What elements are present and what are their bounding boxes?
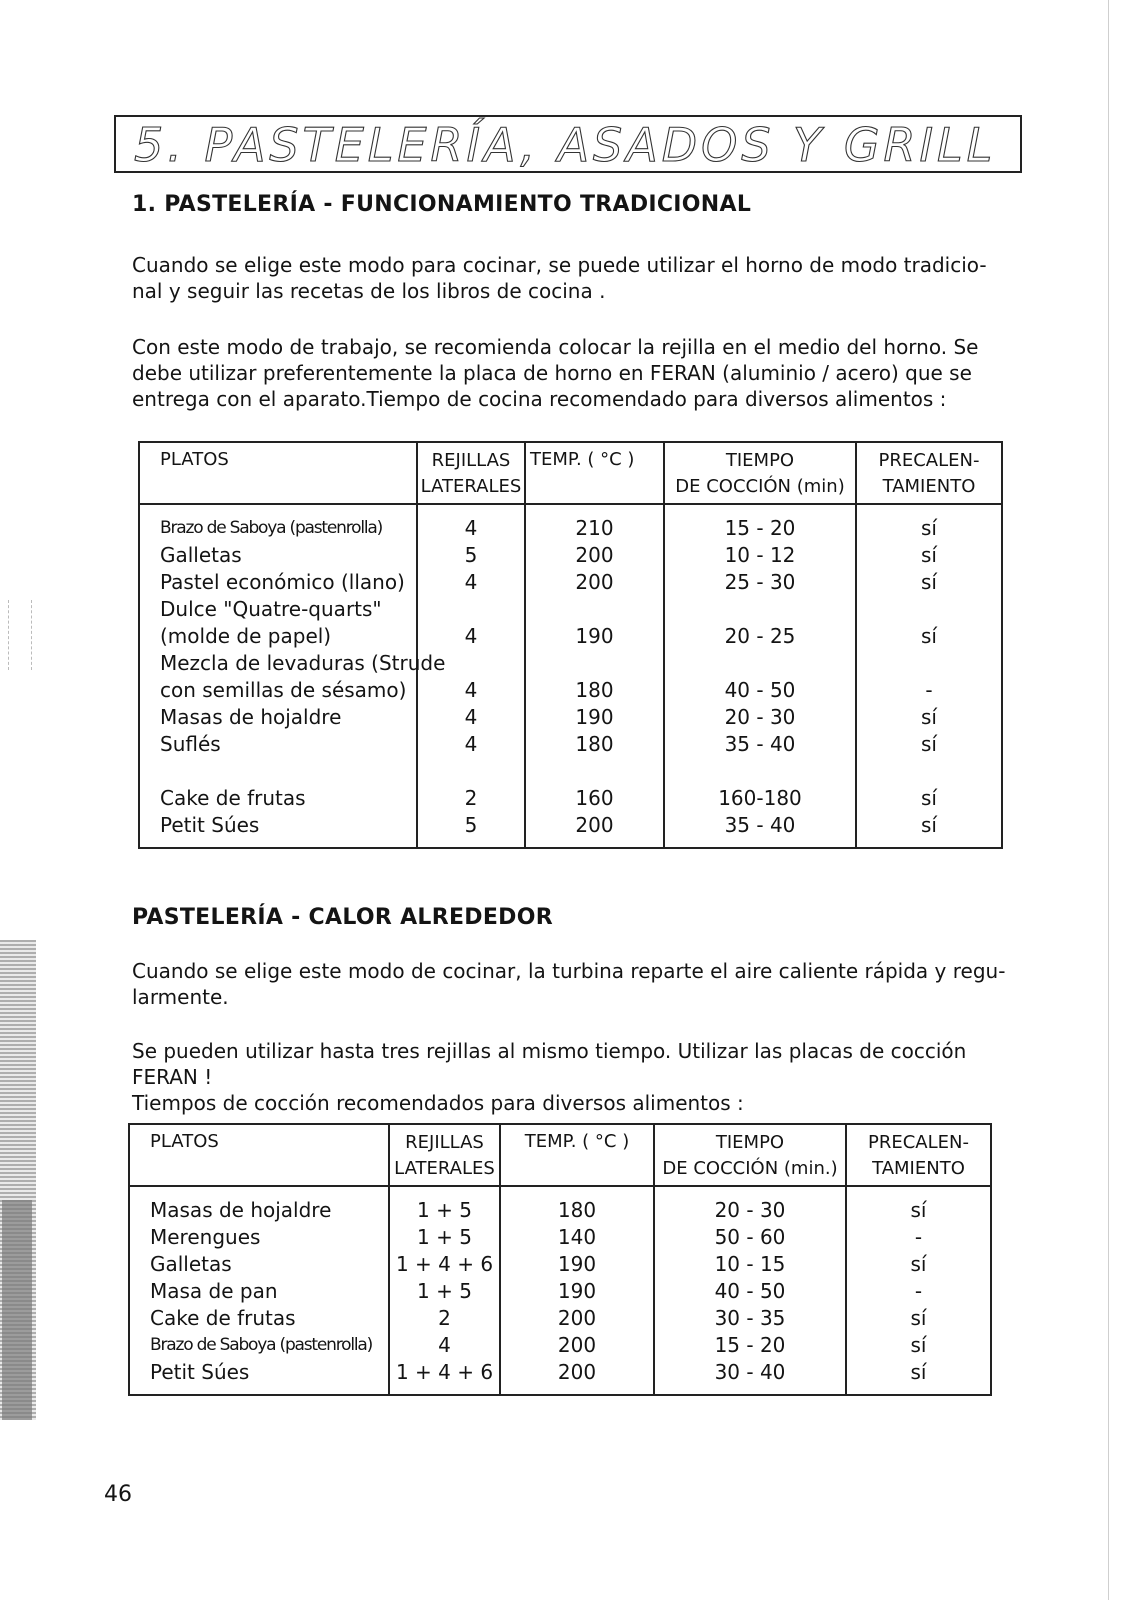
cooking-table-convection — [128, 1123, 992, 1396]
cell-plato: Brazo de Saboya (pastenrolla) — [150, 1335, 373, 1355]
cell-precal: sí — [921, 786, 937, 810]
cell-tiempo: 40 - 50 — [724, 678, 796, 702]
header-platos: PLATOS — [129, 1124, 389, 1186]
cell-tiempo: 15 - 20 — [724, 516, 796, 540]
cell-plato: Suflés — [160, 732, 221, 756]
cell-precal: - — [914, 1225, 923, 1249]
table-body-row — [139, 504, 1002, 848]
column-platos — [139, 504, 446, 848]
table-body-row — [129, 1186, 991, 1395]
cell-plato — [160, 758, 416, 785]
cell-temp: 160 — [575, 786, 614, 810]
cell-precal: sí — [921, 732, 937, 756]
text-line: Se pueden utilizar hasta tres rejillas al mismo tiempo. Utilizar las placas de cocción — [132, 1039, 967, 1063]
cell-plato: Petit Súes — [150, 1360, 250, 1384]
cell-plato: Cake de frutas — [160, 786, 306, 810]
chapter-title: 5. PASTELERÍA, ASADOS Y GRILL — [134, 118, 997, 172]
cell-precal — [857, 758, 1001, 785]
cell-temp: 200 — [575, 813, 614, 837]
cell-temp: 200 — [557, 1306, 597, 1330]
section-heading-traditional: 1. PASTELERÍA - FUNCIONAMIENTO TRADICIONAL — [132, 192, 752, 217]
cooking-table-traditional — [138, 441, 1003, 849]
cell-precal: sí — [921, 624, 937, 648]
cell-rejillas: 5 — [464, 543, 478, 567]
cell-tiempo: 20 - 30 — [714, 1198, 786, 1222]
cell-rejillas: 4 — [438, 1333, 451, 1357]
cell-temp: 190 — [557, 1279, 597, 1303]
cell-plato: Mezcla de levaduras (Strude — [160, 651, 446, 675]
text-line: entrega con el aparato.Tiempo de cocina recomendado para diversos alimentos : — [132, 387, 947, 411]
cell-precal: sí — [910, 1252, 927, 1276]
cell-plato: Cake de frutas — [150, 1306, 296, 1330]
cell-tiempo: 35 - 40 — [724, 732, 796, 756]
cell-temp — [526, 650, 663, 677]
cell-precal: sí — [910, 1306, 927, 1330]
text-line: Con este modo de trabajo, se recomienda colocar la rejilla en el medio del horno. Se — [132, 335, 979, 359]
cell-temp: 200 — [557, 1333, 597, 1357]
cell-plato: Brazo de Saboya (pastenrolla) — [160, 518, 383, 538]
scan-artifact-marks — [8, 600, 32, 670]
cell-rejillas: 2 — [464, 786, 478, 810]
cell-plato: Galletas — [150, 1252, 232, 1276]
cell-rejillas — [418, 596, 524, 623]
cell-precal: sí — [921, 705, 937, 729]
text-line: FERAN ! — [132, 1065, 213, 1089]
header-precalentamiento: PRECALEN- TAMIENTO — [856, 442, 1002, 504]
cell-precal: - — [925, 678, 933, 702]
column-temp — [525, 504, 664, 848]
cell-precal: sí — [910, 1360, 927, 1384]
cell-temp: 200 — [557, 1360, 597, 1384]
cell-tiempo — [665, 650, 855, 677]
cell-temp: 190 — [575, 705, 614, 729]
header-rejillas: REJILLAS LATERALES — [417, 442, 525, 504]
cell-plato: Dulce "Quatre-quarts" — [160, 597, 382, 621]
cell-tiempo: 30 - 40 — [714, 1360, 786, 1384]
cell-temp — [526, 596, 663, 623]
table-header-row — [139, 442, 1002, 504]
cell-precal — [857, 596, 1001, 623]
table-header-row — [129, 1124, 991, 1186]
cell-precal: sí — [921, 543, 937, 567]
page-number: 46 — [104, 1482, 132, 1507]
cell-precal: sí — [921, 570, 937, 594]
cell-plato: Masas de hojaldre — [160, 705, 342, 729]
cell-precal: sí — [910, 1198, 927, 1222]
cell-temp: 180 — [575, 732, 614, 756]
cell-rejillas: 4 — [464, 732, 478, 756]
chapter-title-box — [114, 115, 1022, 173]
cell-tiempo: 160-180 — [718, 786, 802, 810]
cell-temp: 140 — [557, 1225, 597, 1249]
cell-rejillas: 1 + 5 — [417, 1198, 472, 1222]
header-precalentamiento: PRECALEN- TAMIENTO — [846, 1124, 991, 1186]
paragraph-traditional-usage — [132, 334, 978, 412]
header-temp: TEMP. ( °C ) — [525, 442, 664, 504]
cell-precal — [857, 650, 1001, 677]
cell-rejillas — [418, 758, 524, 785]
cell-temp: 180 — [575, 678, 614, 702]
cell-tiempo: 35 - 40 — [724, 813, 796, 837]
paragraph-convection-intro — [132, 958, 1005, 1010]
cell-precal: - — [914, 1279, 923, 1303]
column-platos — [129, 1186, 389, 1395]
cell-plato: Petit Súes — [160, 813, 260, 837]
cell-tiempo: 15 - 20 — [714, 1333, 786, 1357]
paragraph-convection-usage — [132, 1038, 966, 1116]
cell-tiempo: 40 - 50 — [714, 1279, 786, 1303]
cell-plato: Masas de hojaldre — [150, 1198, 332, 1222]
cell-plato: con semillas de sésamo) — [160, 678, 407, 702]
scan-artifact-block — [2, 1200, 32, 1420]
column-temp — [500, 1186, 654, 1395]
cell-tiempo — [665, 596, 855, 623]
cell-plato: Pastel económico (llano) — [160, 570, 405, 594]
page-edge-line — [1108, 0, 1109, 1600]
header-platos: PLATOS — [139, 442, 417, 504]
text-line: larmente. — [132, 985, 229, 1009]
cell-temp: 200 — [575, 543, 614, 567]
cell-tiempo — [665, 758, 855, 785]
cell-tiempo: 30 - 35 — [714, 1306, 786, 1330]
text-line: Cuando se elige este modo de cocinar, la turbina reparte el aire caliente rápida y regu- — [132, 959, 1006, 983]
header-tiempo: TIEMPO DE COCCIÓN (min.) — [654, 1124, 846, 1186]
cell-plato: (molde de papel) — [160, 624, 332, 648]
column-precalentamiento — [856, 504, 1002, 848]
text-line: nal y seguir las recetas de los libros de cocina . — [132, 279, 606, 303]
cell-rejillas: 1 + 5 — [417, 1225, 472, 1249]
cell-temp: 190 — [575, 624, 614, 648]
section-heading-convection: PASTELERÍA - CALOR ALREDEDOR — [132, 905, 553, 930]
cell-tiempo: 10 - 15 — [714, 1252, 786, 1276]
cell-rejillas: 1 + 4 + 6 — [395, 1360, 494, 1384]
paragraph-traditional-intro — [132, 252, 987, 304]
cell-temp — [526, 758, 663, 785]
cell-temp: 210 — [575, 516, 614, 540]
column-rejillas — [417, 504, 525, 848]
cell-tiempo: 20 - 30 — [724, 705, 796, 729]
column-rejillas — [389, 1186, 500, 1395]
cell-precal: sí — [921, 813, 937, 837]
cell-rejillas: 4 — [464, 705, 478, 729]
cell-temp: 200 — [575, 570, 614, 594]
cell-rejillas: 1 + 5 — [417, 1279, 472, 1303]
cell-precal: sí — [910, 1333, 927, 1357]
cell-tiempo: 25 - 30 — [724, 570, 796, 594]
text-line: debe utilizar preferentemente la placa de horno en FERAN (aluminio / acero) que se — [132, 361, 972, 385]
text-line: Tiempos de cocción recomendados para diversos alimentos : — [132, 1091, 744, 1115]
column-tiempo — [654, 1186, 846, 1395]
cell-rejillas: 5 — [464, 813, 478, 837]
column-precalentamiento — [846, 1186, 991, 1395]
cell-plato: Merengues — [150, 1225, 261, 1249]
cell-rejillas: 4 — [464, 516, 478, 540]
cell-rejillas: 4 — [464, 624, 478, 648]
header-temp: TEMP. ( °C ) — [500, 1124, 654, 1186]
cell-plato: Galletas — [160, 543, 242, 567]
cell-rejillas: 2 — [438, 1306, 451, 1330]
cell-temp: 180 — [557, 1198, 597, 1222]
cell-tiempo: 20 - 25 — [724, 624, 796, 648]
cell-tiempo: 50 - 60 — [714, 1225, 786, 1249]
cell-tiempo: 10 - 12 — [724, 543, 796, 567]
cell-temp: 190 — [557, 1252, 597, 1276]
cell-plato: Masa de pan — [150, 1279, 278, 1303]
cell-rejillas: 4 — [464, 678, 478, 702]
column-tiempo — [664, 504, 856, 848]
header-tiempo: TIEMPO DE COCCIÓN (min) — [664, 442, 856, 504]
header-rejillas: REJILLAS LATERALES — [389, 1124, 500, 1186]
cell-rejillas: 4 — [464, 570, 478, 594]
cell-rejillas: 1 + 4 + 6 — [395, 1252, 494, 1276]
text-line: Cuando se elige este modo para cocinar, se puede utilizar el horno de modo tradicio- — [132, 253, 987, 277]
cell-precal: sí — [921, 516, 937, 540]
